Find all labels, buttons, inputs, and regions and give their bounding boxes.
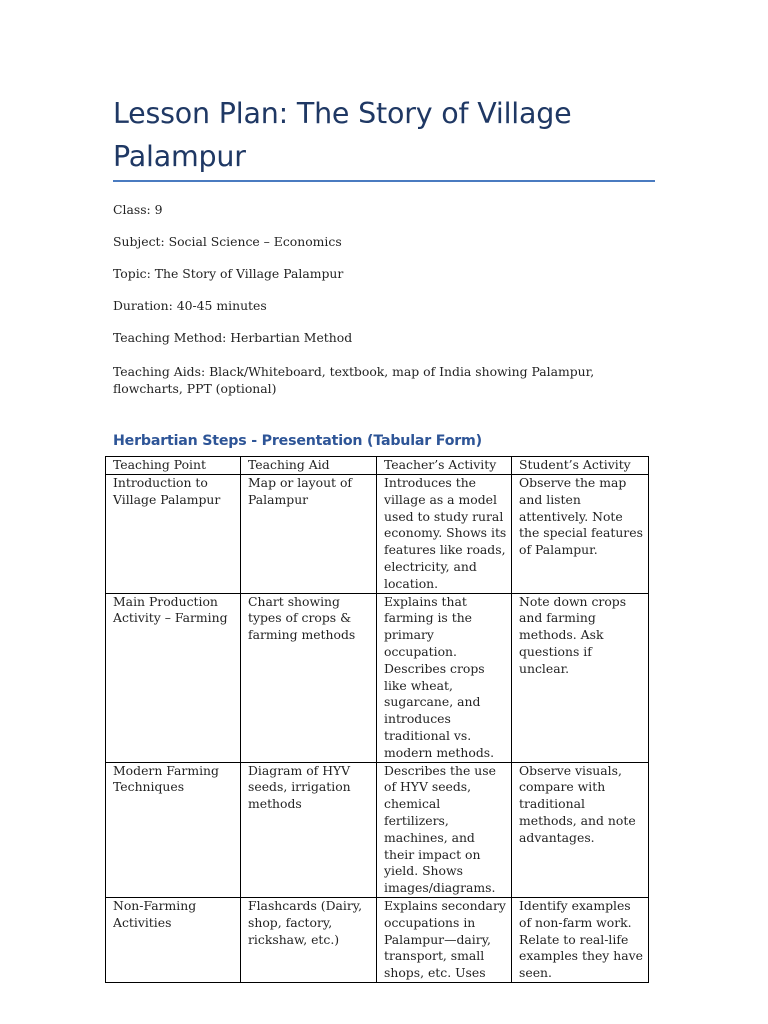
header-student-activity: Student’s Activity [512,457,649,475]
teacher-activity-cell: Explains that farming is the primary occupation. Describes crops like wheat, sugarcane, and introduces traditional vs. modern methods. [377,593,512,762]
student-activity-cell [512,897,649,982]
header-teaching-point: Teaching Point [106,457,241,475]
topic-field: Topic: The Story of Village Palampur [113,266,344,281]
teaching-aid-text: Flashcards (Dairy, shop, factory, rickshaw, etc.) [248,897,363,947]
title-divider [113,180,655,182]
student-activity-cell: Observe visuals, compare with traditional methods, and note advantages. [512,762,649,897]
section-heading: Herbartian Steps - Presentation (Tabular Form) [113,433,482,449]
table-row [106,762,649,897]
teaching-aid-cell: Map or layout of Palampur [241,475,377,594]
table-row [106,475,649,594]
class-field: Class: 9 [113,202,163,217]
teaching-aid-cell: Chart showing types of crops & farming methods [241,593,377,762]
table-row [106,897,649,982]
document-title: Lesson Plan: The Story of Village Palampur [113,97,572,173]
teaching-aids-field: Teaching Aids: Black/Whiteboard, textbook, map of India showing Palampur, flowcharts, PPT (optional) [113,364,595,396]
teaching-method-field: Teaching Method: Herbartian Method [113,330,353,345]
student-activity-cell: Note down crops and farming methods. Ask questions if unclear. [512,593,649,762]
teaching-aid-cell [241,897,377,982]
student-activity-text: Identify examples of non-farm work. Relate to real-life examples they have seen. [519,897,643,981]
teacher-activity-cell: Describes the use of HYV seeds, chemical fertilizers, machines, and their impact on yield. Shows images/diagrams. [377,762,512,897]
teaching-point-text: Non-Farming Activities [113,897,197,930]
table-row [106,593,649,762]
lesson-plan-table [105,456,649,983]
teacher-activity-cell: Introduces the village as a model used to study rural economy. Shows its features like roads, electricity, and location. [377,475,512,594]
teaching-point-cell [106,897,241,982]
header-teacher-activity: Teacher’s Activity [377,457,512,475]
teacher-activity-text: Explains secondary occupations in Palampur—dairy, transport, small shops, etc. Uses [384,897,506,981]
student-activity-cell: Observe the map and listen attentively. Note the special features of Palampur. [512,475,649,594]
header-teaching-aid: Teaching Aid [241,457,377,475]
teaching-point-cell: Main Production Activity – Farming [106,593,241,762]
teaching-point-cell: Modern Farming Techniques [106,762,241,897]
teaching-aid-cell: Diagram of HYV seeds, irrigation methods [241,762,377,897]
teacher-activity-cell [377,897,512,982]
subject-field: Subject: Social Science – Economics [113,234,342,249]
teaching-point-cell: Introduction to Village Palampur [106,475,241,594]
duration-field: Duration: 40-45 minutes [113,298,267,313]
table-header-row [106,457,649,475]
